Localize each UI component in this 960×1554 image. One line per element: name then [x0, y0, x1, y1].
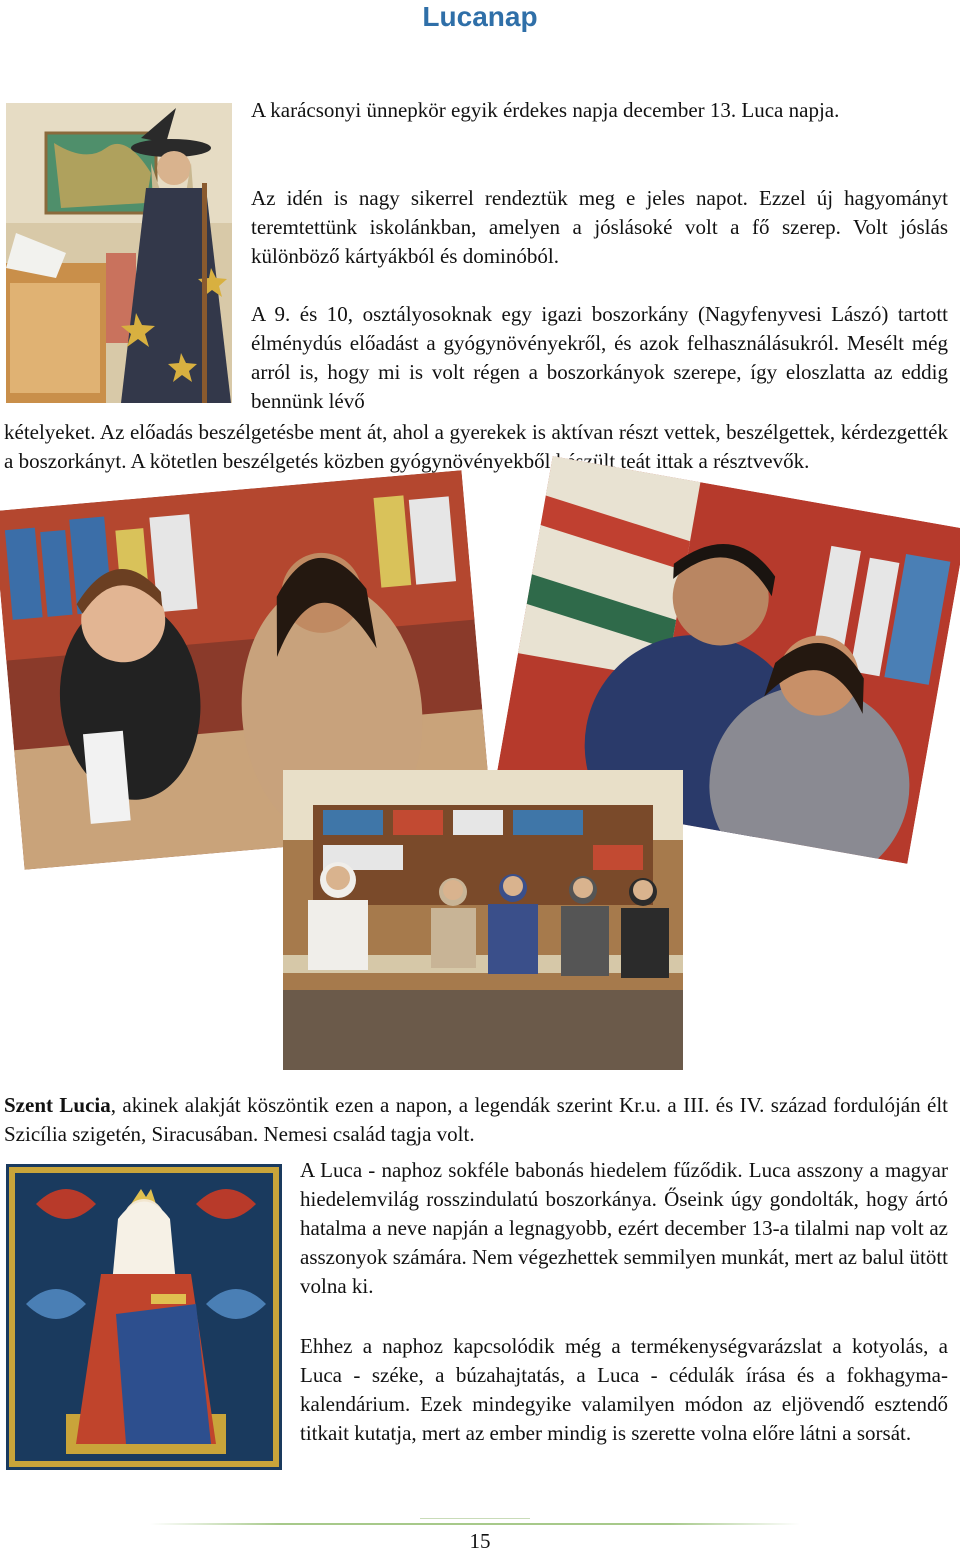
lucia-text: , akinek alakját köszöntik ezen a napon, a legendák szerint Kr.u. a III. és IV. század fordulóján élt Szicília szigetén, Siracusában. Nemesi család tagja volt. [4, 1093, 948, 1146]
photo-classroom [283, 770, 683, 1070]
lucia-paragraph [4, 1091, 948, 1149]
footer-rule-top [420, 1518, 530, 1519]
illustration-saint-lucia [6, 1164, 282, 1470]
intro-paragraph-2: Az idén is nagy sikerrel rendeztük meg e jeles napot. Ezzel új hagyományt teremtettünk iskolánkban, amelyen a jóslásoké volt a fő szerep. Volt jóslás különböző kártyákból és dominóból. [251, 186, 948, 268]
lucia-name: Szent Lucia [4, 1093, 111, 1117]
intro-paragraph-1: A karácsonyi ünnepkör egyik érdekes napja december 13. Luca napja. [251, 98, 840, 122]
page-number: 15 [469, 1529, 491, 1553]
intro-paragraph-3-continued: kételyeket. Az előadás beszélgetésbe ment át, ahol a gyerekek is aktívan részt vettek, beszélgettek, kérdezgették a boszorkányt. A kötetlen beszélgetés közben gyógynövényekből készült teát ittak a résztvevők. [4, 420, 948, 473]
photo-witch [6, 103, 232, 403]
intro-paragraph-3-indented: A 9. és 10, osztályosoknak egy igazi boszorkány (Nagyfenyvesi Lászó) tartott élménydús előadást a gyógynövényekről, és azok felhasználásukról. Mesélt még arról is, hogy mi is volt régen a boszorkányok szerepe, így eloszlatta az eddig bennünk lévő [251, 302, 948, 413]
luca-paragraph-1: A Luca - naphoz sokféle babonás hiedelem fűződik. Luca asszony a magyar hiedelemvilág rosszindulatú boszorkánya. Őseink úgy gondolták, hogy ártó hatalma a neve napján a legnagyobb, ezért december 13-a tilalmi nap volt az asszonyok számára. Nem végezhettek semmilyen munkát, mert az balul ütött volna ki. [300, 1158, 948, 1298]
page-title: Lucanap [422, 1, 538, 32]
luca-paragraph-2: Ehhez a naphoz kapcsolódik még a termékenységvarázslat a kotyolás, a Luca - széke, a búzahajtatás, a Luca - cédulák írása és a fokhagyma-kalendárium. Ezek mindegyike valamilyen módon az eljövendő esztendő titkait kutatja, mert az ember mindig is szerette volna előre látni a sorsát. [300, 1334, 948, 1445]
footer-rule [150, 1523, 800, 1525]
